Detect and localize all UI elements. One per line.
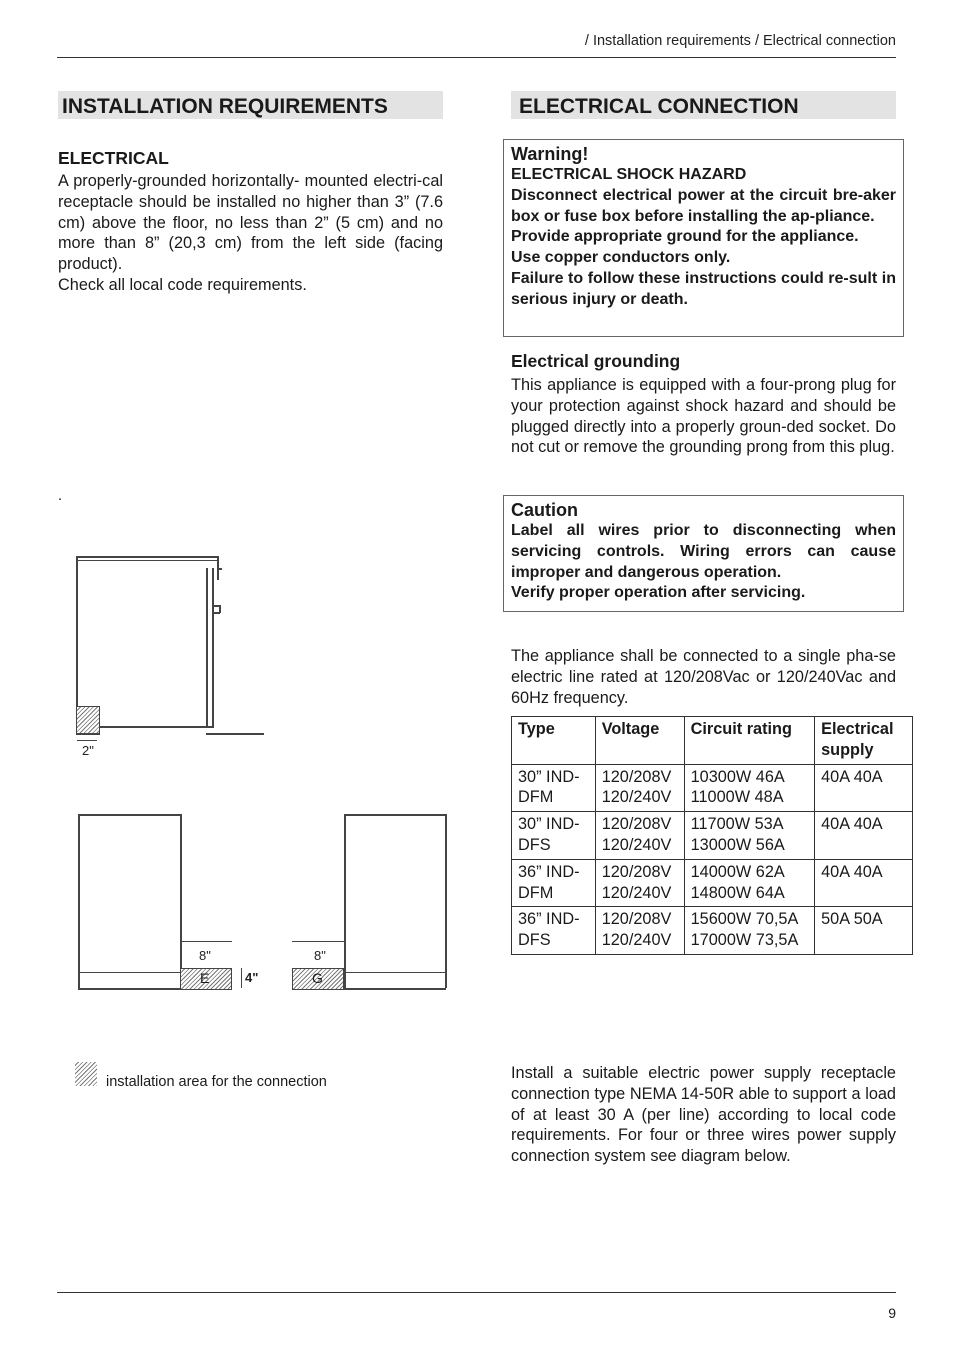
caution-box [503,495,904,612]
height-dimension-label: 4" [245,970,259,985]
electrical-connection-title: ELECTRICAL CONNECTION [511,91,896,119]
cell-supply: 50A 50A [815,907,913,955]
cell-type: 36” IND-DFS [512,907,596,955]
electrical-requirement-text: A properly-grounded horizontally- mounted electri-cal receptacle should be installed no higher than 3” (7.6 cm) above the floor, no less than 2” (5 cm) and no more than 8” (20,3 cm) from the left side (facing product). [58,172,443,274]
caution-title: Caution [511,500,578,520]
cell-type: 30” IND-DFS [512,812,596,860]
warning-box [503,139,904,337]
cell-voltage: 120/208V 120/240V [595,907,684,955]
zone-g-label: G [312,970,323,986]
receptacle-text: Install a suitable electric power supply receptacle connection type NEMA 14-50R able to support a load of at least 30 A (per line) according to local code requirements. For four or three wires power supply connection system see diagram below. [511,1064,896,1166]
grounding-text: This appliance is equipped with a four-prong plug for your protection against shock hazard and should be plugged directly into a properly groun-ded socket. Do not cut or remove the grounding prong from this plug. [511,376,896,457]
installation-zone-side [76,706,100,735]
left-offset-label: 8" [199,948,211,963]
cell-rating: 14000W 62A 14800W 64A [684,859,814,907]
supply-intro-text: The appliance shall be connected to a single pha-se electric line rated at 120/208Vac or 120/240Vac and 60Hz frequency. [511,647,896,707]
hatch-legend-icon [75,1062,97,1086]
warning-line: ELECTRICAL SHOCK HAZARD [511,166,747,183]
warning-line: Failure to follow these instructions could re-sult in serious injury or death. [511,269,896,308]
warning-line: Provide appropriate ground for the appliance. [511,228,859,246]
breadcrumb: / Installation requirements / Electrical connection [584,33,896,49]
cell-rating: 11700W 53A 13000W 56A [684,812,814,860]
header-circuit-rating: Circuit rating [684,717,814,765]
grounding-heading: Electrical grounding [511,351,681,371]
footer-rule [57,1292,896,1293]
header-rule [57,57,896,58]
specification-table [511,716,913,955]
table-row [512,764,913,812]
cell-supply: 40A 40A [815,812,913,860]
front-view-diagram [76,808,452,998]
cell-rating: 10300W 46A 11000W 48A [684,764,814,812]
table-row [512,907,913,955]
cell-supply: 40A 40A [815,859,913,907]
table-row [512,812,913,860]
cell-voltage: 120/208V 120/240V [595,812,684,860]
warning-line: Disconnect electrical power at the circuit bre-aker box or fuse box before installing the ap-pliance. [511,186,896,225]
zone-e-label: E [200,970,210,986]
caution-line: Label all wires prior to disconnecting when servicing controls. Wiring errors can cause improper and dangerous operation. [511,522,896,581]
page-number: 9 [888,1305,896,1321]
electrical-paragraph [58,171,443,296]
cell-type: 36” IND-DFM [512,859,596,907]
legend-text: installation area for the connection [106,1074,327,1090]
cell-type: 30” IND-DFM [512,764,596,812]
cell-rating: 15600W 70,5A 17000W 73,5A [684,907,814,955]
local-code-text: Check all local code requirements. [58,275,307,294]
right-offset-label: 8" [314,948,326,963]
cell-voltage: 120/208V 120/240V [595,764,684,812]
warning-title: Warning! [511,144,589,164]
cell-supply: 40A 40A [815,764,913,812]
warning-line: Use copper conductors only. [511,249,731,267]
side-view-diagram [60,550,280,760]
header-type: Type [512,717,596,765]
table-row [512,859,913,907]
stray-dot: . [58,487,63,504]
header-electrical-supply: Electrical supply [815,717,913,765]
cell-voltage: 120/208V 120/240V [595,859,684,907]
electrical-subheading: ELECTRICAL [58,148,169,168]
installation-requirements-title: INSTALLATION REQUIREMENTS [58,91,443,119]
caution-line: Verify proper operation after servicing. [511,584,806,602]
table-header-row [512,717,913,765]
header-voltage: Voltage [595,717,684,765]
side-dimension-label: 2" [82,743,94,758]
